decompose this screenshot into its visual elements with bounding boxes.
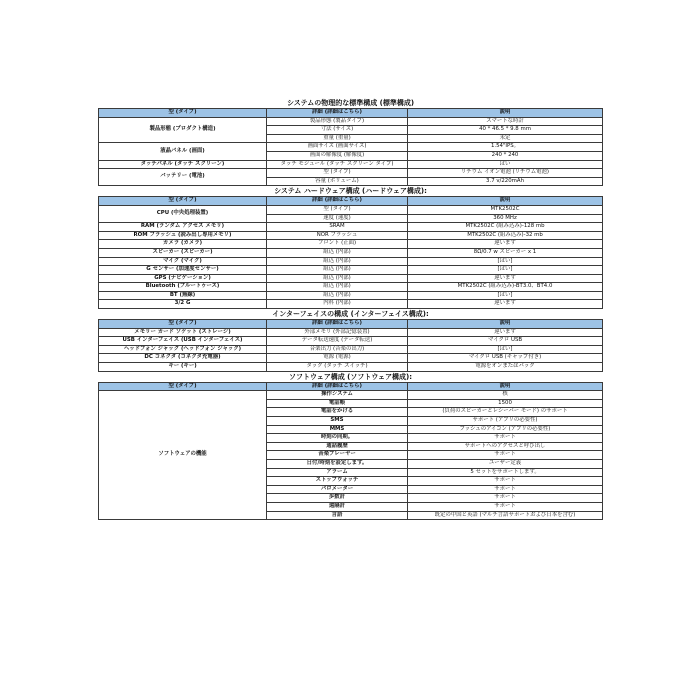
desc-cell: MTK2502C (組み込み)-128 mb [408, 223, 603, 232]
detail-cell: フロント (正面) [267, 240, 408, 249]
detail-cell: 製品形態 (製品タイプ) [267, 117, 408, 126]
type-cell: Bluetooth (ブルートゥース) [99, 283, 267, 292]
type-cell: マイク (マイク) [99, 257, 267, 266]
desc-cell: MTK2502C (組み込み)-32 mb [408, 231, 603, 240]
type-cell: 液晶パネル (画面) [99, 143, 267, 160]
desc-cell: サポート [408, 477, 603, 486]
desc-cell: 360 MHz [408, 214, 603, 223]
type-cell: 製品形態 (プロダクト構造) [99, 117, 267, 143]
detail-cell: 操作システム [267, 391, 408, 400]
desc-cell: 既定の中国と英語 (マルチ言語サポートおよび日本を含む) [408, 511, 603, 520]
table-row [99, 205, 603, 214]
detail-header: 詳細 (詳細はこちら) [267, 109, 408, 118]
type-cell: RAM (ランダム アクセス メモリ) [99, 223, 267, 232]
detail-cell: 日付/時刻を設定します。 [267, 459, 408, 468]
desc-cell: [はい] [408, 291, 603, 300]
detail-cell: 音楽プレーヤー [267, 451, 408, 460]
detail-cell: 重量 (重量) [267, 134, 408, 143]
detail-cell: 型 (タイプ) [267, 205, 408, 214]
spec-table [98, 98, 603, 520]
detail-cell: 型 (タイプ) [267, 169, 408, 178]
detail-cell: 時刻の同期。 [267, 434, 408, 443]
table-row [99, 266, 603, 275]
desc-cell: サポート [408, 494, 603, 503]
detail-cell: SRAM [267, 223, 408, 232]
type-cell: 3/2 G [99, 300, 267, 309]
desc-cell: 1500 [408, 399, 603, 408]
section-title-row [99, 371, 603, 382]
detail-cell: 言語 [267, 511, 408, 520]
detail-cell: 容量 (ボリューム) [267, 177, 408, 186]
detail-cell: 組込 (内部) [267, 248, 408, 257]
desc-cell: サポート [408, 485, 603, 494]
detail-cell: パロメーター [267, 485, 408, 494]
section-title-row [99, 309, 603, 320]
type-cell: USB インターフェイス (USB インターフェイス) [99, 337, 267, 346]
table-row [99, 391, 603, 400]
type-header: 型 (タイプ) [99, 197, 267, 206]
table-row [99, 240, 603, 249]
desc-cell: 5 セットをサポートします。 [408, 468, 603, 477]
desc-cell: 1.54"IPS。 [408, 143, 603, 152]
detail-cell: SMS [267, 417, 408, 426]
type-cell: ヘッドフォン ジャック (ヘッドフォン ジャック) [99, 345, 267, 354]
desc-header: 説明 [408, 197, 603, 206]
type-header: 型 (タイプ) [99, 382, 267, 391]
detail-cell: 電源 (電源) [267, 354, 408, 363]
desc-cell: [はい] [408, 257, 603, 266]
type-cell: タッチパネル (タッチ スクリーン) [99, 160, 267, 169]
desc-cell: マイクロ USB [408, 337, 603, 346]
table-row [99, 143, 603, 152]
type-cell: GPS (ナビゲーション) [99, 274, 267, 283]
table-row [99, 328, 603, 337]
type-cell: キー (キー) [99, 363, 267, 372]
desc-header: 説明 [408, 109, 603, 118]
table-row [99, 345, 603, 354]
desc-cell: MTK2502C (組み込み)-BT3.0、BT4.0 [408, 283, 603, 292]
section-title: システム ハードウェア構成 (ハードウェア構成): [99, 186, 603, 197]
section-title-row [99, 186, 603, 197]
detail-header: 詳細 (詳細はこちら) [267, 320, 408, 329]
table-row [99, 274, 603, 283]
spec-sheet [98, 98, 602, 520]
detail-cell: アラーム [267, 468, 408, 477]
type-cell: カメラ (カメラ) [99, 240, 267, 249]
section-title: ソフトウェア構成 (ソフトウェア構成): [99, 371, 603, 382]
detail-cell: 音楽出力 (音楽の出力) [267, 345, 408, 354]
table-row [99, 169, 603, 178]
detail-cell: 外部メモリ (外部記憶装置) [267, 328, 408, 337]
desc-cell: 8Ω/0.7 w スピーカー x 1 [408, 248, 603, 257]
type-cell: DC コネクタ (コネクタ充電器) [99, 354, 267, 363]
table-row [99, 363, 603, 372]
detail-cell: 内科 (内部) [267, 300, 408, 309]
type-cell: ソフトウェアの機能 [99, 391, 267, 520]
detail-cell: タック (タッチ スイッチ) [267, 363, 408, 372]
desc-cell: [はい] [408, 345, 603, 354]
desc-cell: リチウム イオン電池 (リチウム電池) [408, 169, 603, 178]
column-header-row [99, 382, 603, 391]
detail-cell: 遠隔計 [267, 502, 408, 511]
desc-header: 説明 [408, 382, 603, 391]
detail-cell: 寸法 (サイズ) [267, 126, 408, 135]
table-row [99, 231, 603, 240]
type-cell: ROM フラッシュ (読み出し専用メモリ) [99, 231, 267, 240]
detail-cell: 歩数計 [267, 494, 408, 503]
table-row [99, 300, 603, 309]
detail-cell: データ転送速度 (データ転送) [267, 337, 408, 346]
desc-cell: はい [408, 160, 603, 169]
desc-cell: サポートへのアクセスと呼び出し [408, 442, 603, 451]
detail-cell: 組込 (内部) [267, 266, 408, 275]
detail-cell: ストップウォッチ [267, 477, 408, 486]
column-header-row [99, 109, 603, 118]
detail-cell: 電話帳 [267, 399, 408, 408]
desc-cell: サポート [408, 434, 603, 443]
desc-cell: 違います [408, 240, 603, 249]
table-row [99, 291, 603, 300]
detail-cell: 組込 (内部) [267, 274, 408, 283]
type-cell: BT (無線) [99, 291, 267, 300]
detail-cell: 組込 (内部) [267, 291, 408, 300]
type-header: 型 (タイプ) [99, 109, 267, 118]
detail-cell: 電話をかける [267, 408, 408, 417]
table-row [99, 354, 603, 363]
table-row [99, 337, 603, 346]
table-row [99, 117, 603, 126]
type-cell: G センサー (加速度センサー) [99, 266, 267, 275]
desc-cell: 3.7 v/220mAh [408, 177, 603, 186]
desc-cell: 核 [408, 391, 603, 400]
type-cell: スピーカー (スピーカー) [99, 248, 267, 257]
desc-cell: スマートな時計 [408, 117, 603, 126]
desc-header: 説明 [408, 320, 603, 329]
desc-cell: MTK2502C [408, 205, 603, 214]
desc-cell: [はい] [408, 266, 603, 275]
detail-cell: 通話履歴 [267, 442, 408, 451]
table-row [99, 248, 603, 257]
desc-cell: サポート (アプリの必要性) [408, 417, 603, 426]
desc-cell: 未定 [408, 134, 603, 143]
desc-cell: 違います [408, 328, 603, 337]
column-header-row [99, 197, 603, 206]
detail-cell: 画面の解像度 (解像度) [267, 151, 408, 160]
table-row [99, 283, 603, 292]
detail-cell: 組込 (内部) [267, 283, 408, 292]
section-title-row [99, 98, 603, 109]
detail-cell: MMS [267, 425, 408, 434]
detail-cell: 速度 (速度) [267, 214, 408, 223]
type-cell: メモリー カード ソケット (ストレージ) [99, 328, 267, 337]
detail-cell: タッチ モジュール (タッチ スクリーン タイプ) [267, 160, 408, 169]
type-cell: バッテリー (電池) [99, 169, 267, 186]
detail-header: 詳細 (詳細はこちら) [267, 382, 408, 391]
desc-cell: 違います [408, 274, 603, 283]
desc-cell: 電源をオンまたはバック [408, 363, 603, 372]
desc-cell: 違います [408, 300, 603, 309]
desc-cell: プッシュのアイコン (アプリの必要性) [408, 425, 603, 434]
desc-cell: サポート [408, 502, 603, 511]
detail-header: 詳細 (詳細はこちら) [267, 197, 408, 206]
section-title: システムの物理的な標準構成 (標準構成) [99, 98, 603, 109]
desc-cell: 40 * 46.5 * 9.8 mm [408, 126, 603, 135]
type-header: 型 (タイプ) [99, 320, 267, 329]
table-row [99, 257, 603, 266]
detail-cell: 組込 (内部) [267, 257, 408, 266]
spec-table-body [99, 98, 603, 520]
column-header-row [99, 320, 603, 329]
detail-cell: NOR フラッシュ [267, 231, 408, 240]
desc-cell: (負荷のスピーカーとレシーバー モード) のサポート [408, 408, 603, 417]
table-row [99, 223, 603, 232]
section-title: インターフェイスの構成 (インターフェイス構成): [99, 309, 603, 320]
desc-cell: マイクロ USB (キャップ付き) [408, 354, 603, 363]
desc-cell: 240 * 240 [408, 151, 603, 160]
desc-cell: ユーザー定義 [408, 459, 603, 468]
type-cell: CPU (中央処理装置) [99, 205, 267, 222]
desc-cell: サポート [408, 451, 603, 460]
detail-cell: 画面サイズ (画面サイズ) [267, 143, 408, 152]
table-row [99, 160, 603, 169]
